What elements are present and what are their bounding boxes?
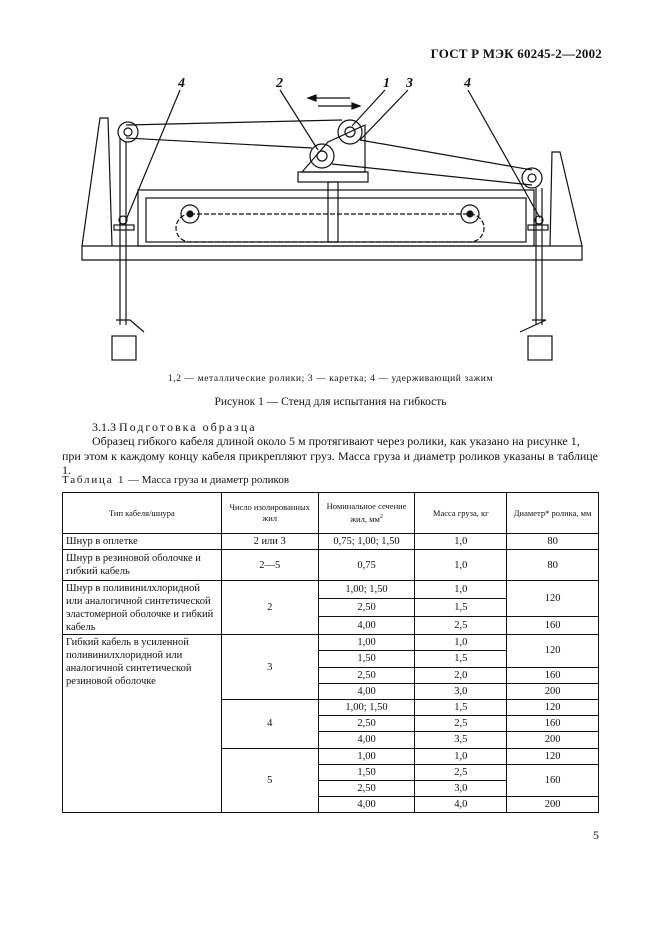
table-row: 4,00 3,5 200: [63, 732, 599, 748]
table-row: 2,50 2,5 160: [63, 716, 599, 732]
header-cores: Число изолированных жил: [221, 493, 318, 534]
table-row: 2,50 3,0: [63, 780, 599, 796]
mass-diameter-table: [62, 492, 599, 813]
table-caption: [62, 474, 289, 486]
figure-caption: Рисунок 1 — Стенд для испытания на гибкость: [214, 396, 447, 408]
callout-3: 3: [406, 76, 413, 91]
table-row: 1,50 1,5: [63, 651, 599, 667]
document-header: ГОСТ Р МЭК 60245-2—2002: [430, 46, 602, 61]
header-mass: Масса груза, кг: [415, 493, 507, 534]
section-heading: [92, 420, 257, 435]
left-side-panel: [82, 118, 112, 246]
page-number: 5: [593, 828, 599, 842]
table-row: 2,50 2,0 160: [63, 667, 599, 683]
center-post: [328, 182, 338, 242]
table-row: 4,00 4,0 200: [63, 797, 599, 813]
frame-base: [82, 246, 582, 260]
test-stand-drawing: [60, 70, 605, 370]
table-row: 5 1,00 1,0 120: [63, 748, 599, 764]
table-row: Шнур в поливинилхлоридной или аналогичной синтетической эластомерной оболочке и гибкий кабель 2 1,00; 1,50 1,0 120: [63, 581, 599, 599]
section-number: 3.1.3: [92, 420, 116, 434]
section-title: Подготовка образца: [119, 420, 257, 434]
table-row: Шнур в резиновой оболочке и гибкий кабель 2—5 0,75 1,0 80: [63, 550, 599, 581]
table-row: 4 1,00; 1,50 1,5 120: [63, 699, 599, 715]
cable-top-right: [360, 140, 532, 170]
callout-2: 2: [276, 76, 283, 91]
table-caption-label: Таблица 1: [62, 474, 126, 486]
right-side-panel: [550, 152, 582, 246]
table-row: Шнур в оплетке 2 или 3 0,75; 1,00; 1,50 1,0 80: [63, 534, 599, 550]
table-header-row: [63, 493, 599, 534]
paragraph-line-1: Образец гибкого кабеля длиной около 5 м протягивают через ролики, как указано на рисунке 1,: [92, 434, 580, 448]
left-weight: [112, 336, 136, 360]
callout-1: 1: [383, 76, 390, 91]
figure-legend: 1,2 — металлические ролики; 3 — каретка; 4 — удерживающий зажим: [167, 374, 494, 384]
header-section: Номинальное сечение жил, $мм^2$: [318, 493, 415, 534]
table-caption-text: — Масса груза и диаметр роликов: [125, 474, 290, 486]
carriage: [298, 172, 368, 182]
table-row: 2,50 1,5: [63, 599, 599, 617]
roller-2: [310, 144, 334, 168]
table-row: 1,50 2,5 160: [63, 764, 599, 780]
cable-top-left: [126, 120, 342, 125]
header-diameter: Диаметр* ролика, мм: [507, 493, 599, 534]
header-type: Тип кабеля/шнура: [63, 493, 222, 534]
drive-chain: [176, 214, 484, 242]
table-row: 4,00 3,0 200: [63, 683, 599, 699]
section-paragraph: [62, 434, 598, 478]
callout-4-right: 4: [464, 76, 471, 91]
callout-4-left: 4: [178, 76, 185, 91]
right-weight: [528, 336, 552, 360]
paragraph-rest: при этом к каждому концу кабеля прикрепляют груз. Масса груза и диаметр роликов указаны в таблице 1.: [62, 448, 598, 477]
table-row: Гибкий кабель в усиленной поливинилхлоридной или аналогичной синтетической резиновой оболочке 3 1,00 1,0 120: [63, 635, 599, 651]
table-row: 4,00 2,5 160: [63, 617, 599, 635]
